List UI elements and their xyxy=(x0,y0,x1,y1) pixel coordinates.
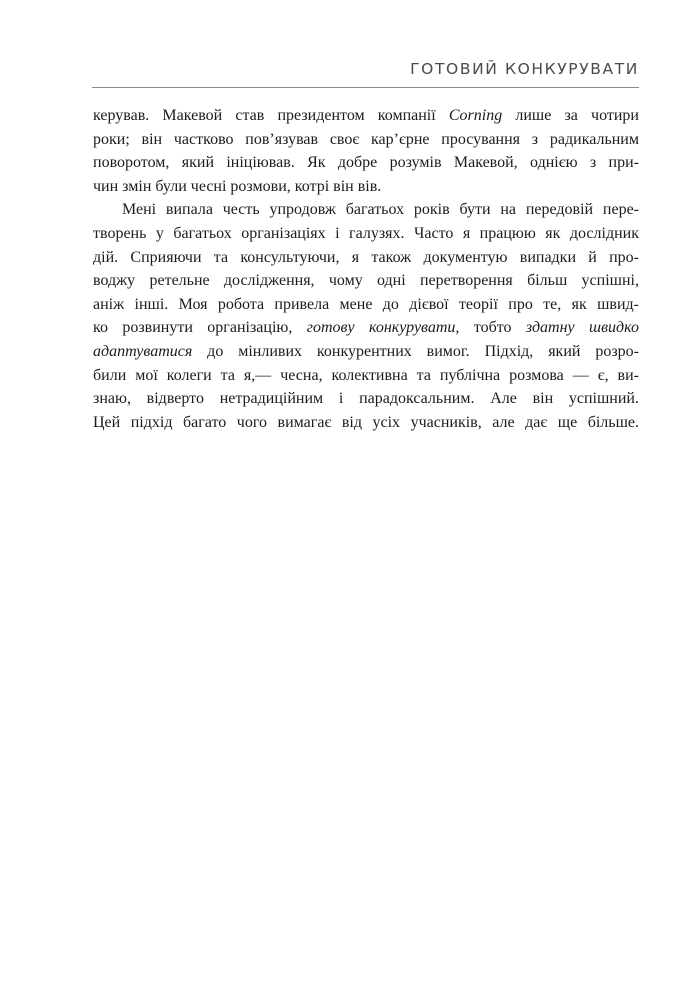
text-run: лише за чотири xyxy=(502,107,639,124)
running-head: ГОТОВИЙ КОНКУРУВАТИ xyxy=(410,60,639,78)
paragraph-1-line-4: чин змін були чесні розмови, котрі він вів. xyxy=(93,177,382,195)
paragraph-1 xyxy=(93,104,639,198)
paragraph-2-line-5: аніж інші. Моя робота привела мене до дієвої теорії про те, як швид- xyxy=(93,295,639,313)
text-run: до мінливих конкурентних вимог. Підхід, який розро- xyxy=(192,342,639,360)
paragraph-2-line-6 xyxy=(93,316,639,340)
paragraph-2-line-8: били мої колеги та я,— чесна, колективна та публічна розмова — є, ви- xyxy=(93,366,639,384)
paragraph-2-line-10: Цей підхід багато чого вимагає від усіх учасників, але дає ще більше. xyxy=(93,413,639,431)
company-name-corning: Corning xyxy=(448,107,503,124)
emphasis-ready-to-compete: готову конкурувати, xyxy=(306,319,460,337)
page-body xyxy=(93,104,639,434)
paragraph-1-line-2: роки; він частково пов’язував своє кар’єрне просування з радикальним xyxy=(93,130,639,148)
text-run: ко розвинути організацію, xyxy=(93,319,307,337)
emphasis-able-quickly: здатну швидко xyxy=(525,319,640,337)
paragraph-1-line-1 xyxy=(93,104,639,128)
emphasis-adapt: адаптуватися xyxy=(93,342,193,360)
paragraph-2-line-2: творень у багатьох організаціях і галузях. Часто я працюю як дослідник xyxy=(93,224,639,242)
text-run: керував. Макевой став президентом компанії xyxy=(93,107,449,124)
paragraph-2-line-1: Мені випала честь упродовж багатьох років бути на передовій пере- xyxy=(122,201,639,219)
paragraph-2-line-9: знаю, відверто нетрадиційним і парадоксальним. Але він успішний. xyxy=(93,390,639,408)
paragraph-2-line-7 xyxy=(93,340,639,364)
header-divider xyxy=(92,87,639,88)
paragraph-2-line-4: воджу ретельне дослідження, чому одні перетворення більш успішні, xyxy=(93,272,639,290)
paragraph-2-line-3: дій. Сприяючи та консультуючи, я також документую випадки й про- xyxy=(93,248,639,266)
paragraph-2 xyxy=(93,198,639,434)
paragraph-1-line-3: поворотом, який ініціював. Як добре розумів Макевой, однією з при- xyxy=(93,154,639,172)
text-run: тобто xyxy=(459,319,526,337)
